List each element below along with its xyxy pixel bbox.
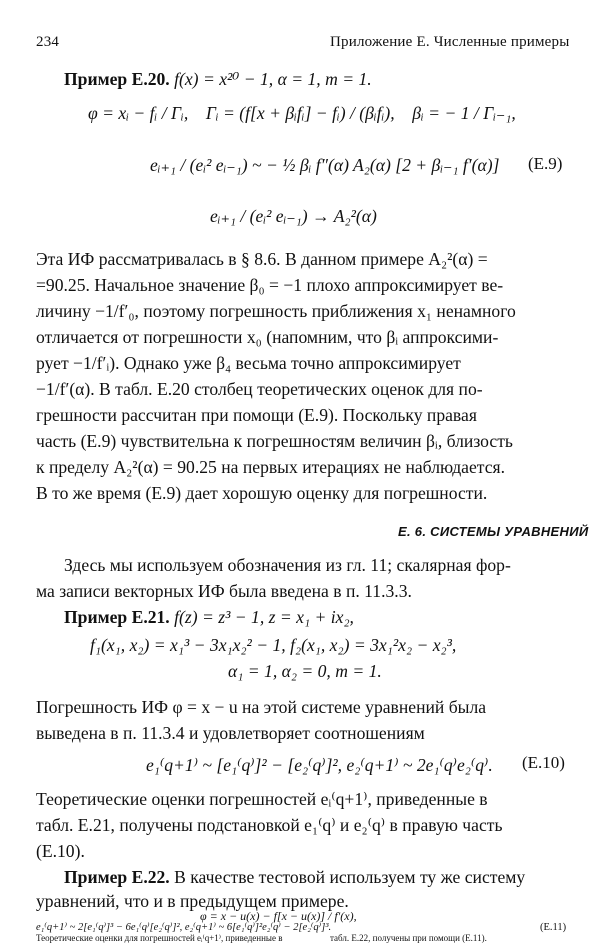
closing-line: Теоретические оценки для погрешностей eᵢ⁽q+1⁾, приведенные в <box>36 933 283 943</box>
section-intro-line: ма записи векторных ИФ была введена в п. 11.3.3. <box>36 581 412 601</box>
formula-e11: e₁⁽q+1⁾ ~ 2[e₁⁽q⁾]³ − 6e₁⁽q⁾[e₂⁽q⁾]², e₂⁽q+1⁾ ~ 6[e₁⁽q⁾]²e₂⁽q⁾ − 2[e₂⁽q⁾]³. <box>36 922 332 933</box>
formula-gamma: Γᵢ = (f[x + βᵢfᵢ] − fᵢ) / (βᵢfᵢ) <box>205 103 391 123</box>
paragraph-line: личину −1/f′₀, поэтому погрешность приближения x₁ ненамного <box>36 301 516 321</box>
example-e21-heading <box>64 604 354 630</box>
section-title: Е. 6. СИСТЕМЫ УРАВНЕНИЙ <box>398 524 589 539</box>
paragraph-line: Эта ИФ рассматривалась в § 8.6. В данном примере A₂²(α) = <box>36 249 488 269</box>
example-statement: f(z) = z³ − 1, z = x₁ + ix₂, <box>174 607 354 627</box>
page-number: 234 <box>36 34 60 50</box>
paragraph-line: (Е.10). <box>36 841 85 861</box>
paragraph-line: отличается от погрешности x₀ (напомним, что βᵢ аппроксими- <box>36 327 499 347</box>
formula-limit: eᵢ₊₁ / (eᵢ² eᵢ₋₁) → A₂²(α) <box>210 206 377 226</box>
paragraph-line: часть (Е.9) чувствительна к погрешностям величин βᵢ, близость <box>36 431 513 451</box>
paragraph-line: уравнений, что и в предыдущем примере. <box>36 891 349 911</box>
example-label: Пример Е.21. <box>64 607 170 627</box>
formula-e10: e₁⁽q+1⁾ ~ [e₁⁽q⁾]² − [e₂⁽q⁾]², e₂⁽q+1⁾ ~ 2e₁⁽q⁾e₂⁽q⁾. <box>146 755 493 775</box>
paragraph-line: =90.25. Начальное значение β₀ = −1 плохо аппроксимирует ве- <box>36 275 504 295</box>
formula-beta: βᵢ = − 1 / Γᵢ₋₁ <box>412 103 512 123</box>
paragraph-line: к пределу A₂²(α) = 90.25 на первых итерациях не наблюдается. <box>36 457 505 477</box>
paragraph-line: выведена в п. 11.3.4 и удовлетворяет соотношениям <box>36 723 425 743</box>
paragraph-line: В то же время (Е.9) дает хорошую оценку для погрешности. <box>36 483 488 503</box>
formula-e9: eᵢ₊₁ / (eᵢ² eᵢ₋₁) ~ − ½ βᵢ f″(α) A₂(α) [2 + βᵢ₋₁ f′(α)] <box>150 155 500 175</box>
equation-label-e9: (Е.9) <box>528 154 563 173</box>
paragraph-line: рует −1/f′ᵢ). Однако уже β₄ весьма точно аппроксимирует <box>36 353 461 373</box>
example-statement: f(x) = x²⁰ − 1, α = 1, m = 1. <box>174 69 372 89</box>
formula-system: f₁(x₁, x₂) = x₁³ − 3x₁x₂² − 1, f₂(x₁, x₂) = 3x₁²x₂ − x₂³, <box>90 635 457 655</box>
formula-phi: φ = xᵢ − fᵢ / Γᵢ <box>88 103 184 123</box>
equation-label-e11: (Е.11) <box>540 922 567 933</box>
paragraph-line: табл. Е.21, получены подстановкой e₁⁽q⁾ и e₂⁽q⁾ в правую часть <box>36 815 503 835</box>
example-e22-heading <box>64 864 525 890</box>
paragraph-line: Погрешность ИФ φ = x − u на этой системе уравнений была <box>36 697 487 717</box>
paragraph-line: грешности рассчитан при помощи (Е.9). Поскольку правая <box>36 405 477 425</box>
example-label: Пример Е.20. <box>64 69 170 89</box>
formula-params: α₁ = 1, α₂ = 0, m = 1. <box>228 661 382 681</box>
example-label: Пример Е.22. <box>64 867 170 887</box>
example-intro: В качестве тестовой используем ту же систему <box>174 867 526 887</box>
paragraph-line: Теоретические оценки погрешностей eᵢ⁽q+1⁾, приведенные в <box>36 789 488 809</box>
equation-label-e10: (Е.10) <box>522 753 565 772</box>
example-e20-heading <box>64 66 372 92</box>
formula-phi-gamma-beta: φ = xᵢ − fᵢ / Γᵢ, Γᵢ = (f[x + βᵢfᵢ] − fᵢ) / (βᵢfᵢ), βᵢ = − 1 / Γᵢ₋₁, <box>88 103 516 123</box>
running-title: Приложение Е. Численные примеры <box>330 34 570 50</box>
closing-line: табл. Е.22, получены при помощи (Е.11). <box>330 933 487 943</box>
section-intro-line: Здесь мы используем обозначения из гл. 11; скалярная фор- <box>64 555 511 575</box>
paragraph-line: −1/f′(α). В табл. Е.20 столбец теоретических оценок для по- <box>36 379 483 399</box>
formula-phi-e22: φ = x − u(x) − f[x − u(x)] / f′(x), <box>200 909 357 923</box>
